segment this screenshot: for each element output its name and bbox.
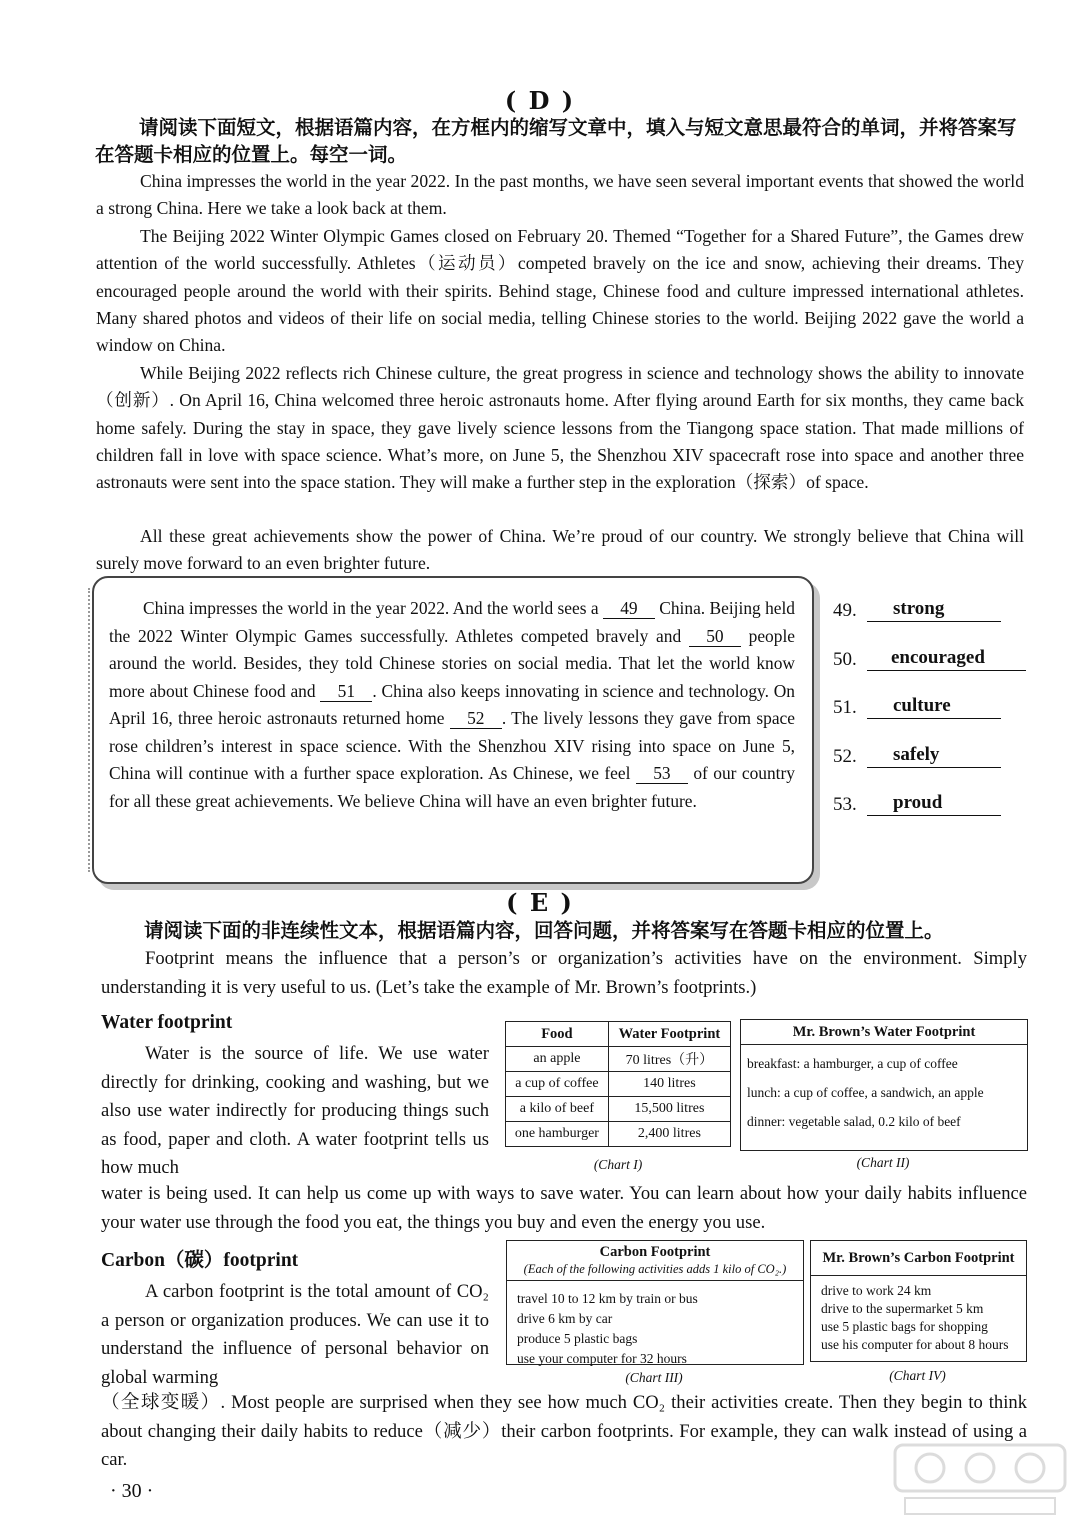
chart-4-body [811,1276,1026,1358]
table-cell: 70 litres（升） [608,1047,730,1072]
chart-2-title: Mr. Brown’s Water Footprint [741,1020,1027,1045]
summary-seg-2: China. Beijing held the 2022 Winter Olympic Games successfully. Athletes competed bravely and [109,598,796,646]
chart-4-line: drive to the supermarket 5 km [821,1301,984,1316]
chart-4-box [810,1240,1027,1362]
carbon-footprint-heading: Carbon（碳）footprint [101,1250,299,1271]
blank-53[interactable]: 53 [636,763,688,784]
watermark-logo-icon [890,1440,1070,1520]
section-d-paragraph-4: All these great achievements show the power of China. We’re proud of our country. We strongly believe that China will surely move forward to an even brighter future. [96,526,1024,574]
section-e-title: ( E ) [506,888,574,917]
summary-seg-3: people around the world. Besides, they told Chinese stories on social media. That let the world know more about Chinese food and [109,625,795,701]
chart-3-box [506,1240,804,1365]
chart-1-table [505,1021,731,1147]
summary-seg-4: . China also keeps innovating in science and technology. On April 16, three heroic astronauts returned home [109,680,795,728]
water-footprint-text: Water is the source of life. We use water directly for drinking, cooking and washing, but we also use water indirectly for producing things such as food, paper and cloth. A water footprint tells us how much [101,1043,489,1178]
answer-number: 51. [833,697,857,718]
summary-seg-1: China impresses the world in the year 2022. And the world sees a [143,598,603,618]
answer-field[interactable]: strong [867,597,1001,622]
chart-3-subtitle: (Each of the following activities adds 1 kilo of CO₂.) [523,1262,787,1276]
blank-51[interactable]: 51 [320,681,372,702]
chart-3-line: produce 5 plastic bags [517,1331,638,1346]
answer-item [833,641,1026,671]
answer-field[interactable]: proud [867,791,1001,816]
page-number: · 30 · [110,1480,154,1502]
section-d-title: ( D ) [504,86,576,115]
carbon-footprint-text-continued: （全球变暖）. Most people are surprised when they see how much CO₂ their activities create. Then they begin to think about changing their daily habits to reduce（减少）their carbon footprints. For example, they can walk instead of using a car. [101,1392,1027,1470]
blank-50[interactable]: 50 [689,626,741,647]
table-cell: 140 litres [608,1072,730,1097]
section-d-paragraph-2: The Beijing 2022 Winter Olympic Games closed on February 20. Themed “Together for a Shared Future”, the Games drew attention of the world successfully. Athletes（运动员）competed bravely on the ice and snow, achieving their dreams. They encouraged people around the world with their spirits. Behind stage, Chinese food and culture impressed international athletes. Many shared photos and videos of their life on social media, telling Chinese stories to the world. Beijing 2022 gave the world a window on China. [96,226,1024,356]
chart-4-line: use his computer for about 8 hours [821,1337,1009,1352]
summary-seg-5: . The lively lessons they gave from space rose children’s interest in space science. With the Shenzhou XIV rising into space on June 5, China will continue with a further space exploration. As Chinese, we feel [109,708,795,783]
chart-3-body [507,1281,803,1373]
column-header: Food [506,1022,609,1047]
chart-3-caption: (Chart III) [625,1370,683,1385]
table-cell: a cup of coffee [506,1072,609,1097]
answer-number: 50. [833,649,857,670]
answer-number: 53. [833,794,857,815]
carbon-footprint-text: A carbon footprint is the total amount of CO₂ a person or organization produces. We can use it to understand the influence of personal behavior on global warming [101,1281,489,1388]
table-row [506,1122,731,1147]
blank-49[interactable]: 49 [603,598,655,619]
chart-4-line: drive to work 24 km [821,1283,932,1298]
chart-1-caption: (Chart I) [593,1157,643,1172]
answer-field[interactable]: culture [867,694,1001,719]
table-row [506,1072,731,1097]
column-header: Water Footprint [608,1022,730,1047]
chart-3-title: Carbon Footprint [599,1244,711,1260]
answer-item [833,689,1001,719]
chart-2-line: lunch: a cup of coffee, a sandwich, an apple [747,1085,984,1100]
section-d-paragraph-3: While Beijing 2022 reflects rich Chinese culture, the great progress in science and technology shows the ability to innovate（创新）. On April 16, China welcomed three heroic astronauts home. After flying around Earth for six months, they came back home safely. During the stay in space, they gave lively science lessons from the Tiangong space station. That made millions of children fall in love with space science. What’s more, on June 5, the Shenzhou XIV spacecraft rose into space and another three astronauts were sent into the space station. They will make a further step in the exploration（探索）of space. [96,363,1024,493]
summary-text [109,595,795,815]
table-row [506,1097,731,1122]
answer-item [833,592,1001,622]
summary-box [92,576,814,884]
chart-2-body [741,1045,1027,1140]
section-d-paragraph-1: China impresses the world in the year 2022. In the past months, we have seen several important events that showed the world a strong China. Here we take a look back at them. [96,171,1024,219]
answer-field[interactable]: safely [867,743,1001,768]
table-cell: an apple [506,1047,609,1072]
chart-2-box [740,1019,1028,1151]
table-cell: one hamburger [506,1122,609,1147]
chart-4-title: Mr. Brown’s Carbon Footprint [811,1241,1026,1276]
summary-seg-6: of our country for all these great achievements. We believe China will have an even brighter future. [109,763,795,811]
table-row [506,1047,731,1072]
water-footprint-text-continued: water is being used. It can help us come up with ways to save water. You can learn about how your daily habits influence your water use through the food you eat, the things you buy and even the energy you use. [101,1183,1027,1233]
table-cell: 15,500 litres [608,1097,730,1122]
answer-item [833,786,1001,816]
section-d-instruction: 请阅读下面短文，根据语篇内容，在方框内的缩写文章中，填入与短文意思最符合的单词，并将答案写在答题卡相应的位置上。每空一词。 [95,116,1017,166]
chart-2-caption: (Chart II) [856,1155,910,1170]
answer-number: 52. [833,746,857,767]
chart-3-line: drive 6 km by car [517,1311,613,1326]
water-footprint-heading: Water footprint [101,1012,233,1033]
table-cell: a kilo of beef [506,1097,609,1122]
table-header-row [506,1022,731,1047]
chart-2-line: breakfast: a hamburger, a cup of coffee [747,1056,958,1071]
answer-item [833,738,1001,768]
section-e-intro: Footprint means the influence that a person’s or organization’s activities have on the environment. Simply understanding it is very useful to us. (Let’s take the example of Mr. Brown’s footprints.) [101,948,1027,998]
chart-3-header [507,1241,803,1281]
chart-3-line: travel 10 to 12 km by train or bus [517,1291,698,1306]
chart-2-line: dinner: vegetable salad, 0.2 kilo of beef [747,1114,961,1129]
section-e-instruction: 请阅读下面的非连续性文本，根据语篇内容，回答问题，并将答案写在答题卡相应的位置上。 [144,919,944,942]
table-cell: 2,400 litres [608,1122,730,1147]
chart-4-line: use 5 plastic bags for shopping [821,1319,988,1334]
chart-3-line: use your computer for 32 hours [517,1351,687,1366]
answer-number: 49. [833,600,857,621]
answer-field[interactable]: encouraged [867,646,1026,671]
chart-4-caption: (Chart IV) [889,1368,946,1383]
blank-52[interactable]: 52 [450,708,502,729]
